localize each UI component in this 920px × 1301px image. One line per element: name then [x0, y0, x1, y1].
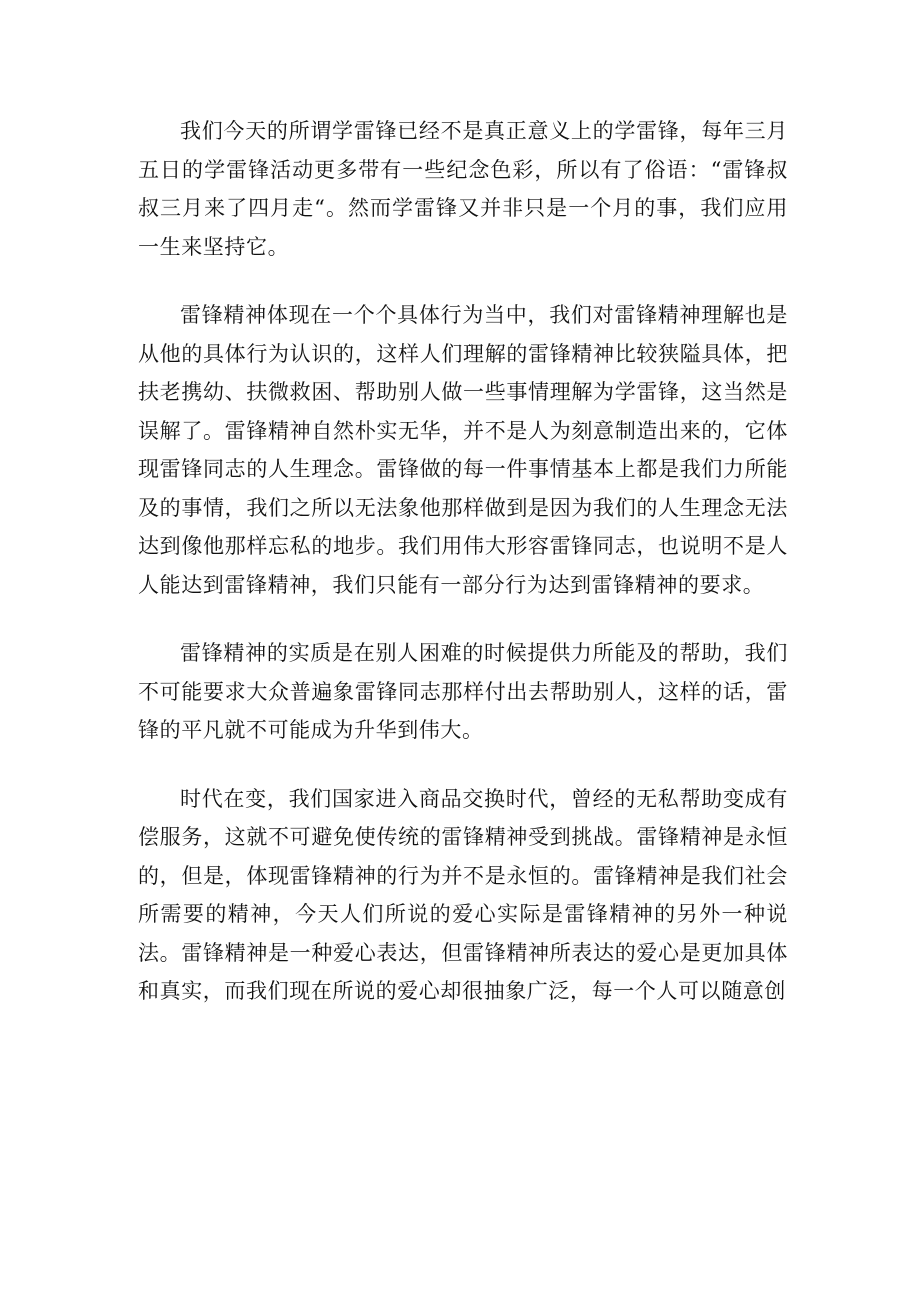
paragraph-4: 时代在变，我们国家进入商品交换时代，曾经的无私帮助变成有偿服务，这就不可避免使传统的雷锋精神受到挑战。雷锋精神是永恒的，但是，体现雷锋精神的行为并不是永恒的。雷锋精神是我们社会所需要的精神，今天人们所说的爱心实际是雷锋精神的另外一种说法。雷锋精神是一种爱心表达，但雷锋精神所表达的爱心是更加具体和真实，而我们现在所说的爱心却很抽象广泛，每一个人可以随意创	[138, 786, 788, 1003]
paragraph-1: 我们今天的所谓学雷锋已经不是真正意义上的学雷锋，每年三月五日的学雷锋活动更多带有一些纪念色彩，所以有了俗语：“雷锋叔叔三月来了四月走“。然而学雷锋又并非只是一个月的事，我们应用一生来坚持它。	[138, 119, 788, 259]
paragraph-3: 雷锋精神的实质是在别人困难的时候提供力所能及的帮助，我们不可能要求大众普遍象雷锋同志那样付出去帮助别人，这样的话，雷锋的平凡就不可能成为升华到伟大。	[138, 641, 788, 742]
paragraph-2: 雷锋精神体现在一个个具体行为当中，我们对雷锋精神理解也是从他的具体行为认识的，这样人们理解的雷锋精神比较狭隘具体，把扶老携幼、扶微救困、帮助别人做一些事情理解为学雷锋，这当然是误解了。雷锋精神自然朴实无华，并不是人为刻意制造出来的，它体现雷锋同志的人生理念。雷锋做的每一件事情基本上都是我们力所能及的事情，我们之所以无法象他那样做到是因为我们的人生理念无法达到像他那样忘私的地步。我们用伟大形容雷锋同志，也说明不是人人能达到雷锋精神，我们只能有一部分行为达到雷锋精神的要求。	[138, 303, 788, 597]
document-body	[138, 112, 788, 1041]
